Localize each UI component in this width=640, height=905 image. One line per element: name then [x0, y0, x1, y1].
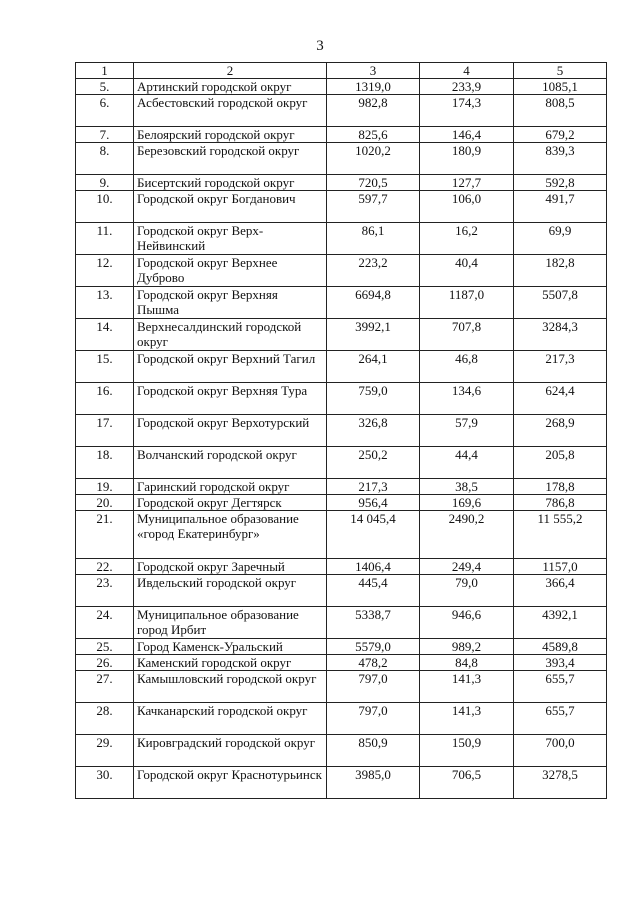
table-row — [76, 319, 607, 351]
table-row — [76, 735, 607, 767]
column-5-value-cell: 624,4 — [514, 383, 607, 415]
municipality-name-cell: Городской округ Краснотурьинск — [134, 767, 327, 799]
municipality-name-cell: Городской округ Верхнее Дуброво — [134, 255, 327, 287]
table-row — [76, 703, 607, 735]
column-5-value-cell: 217,3 — [514, 351, 607, 383]
row-number-cell: 9. — [76, 175, 134, 191]
table-row — [76, 79, 607, 95]
municipality-name-cell: Камышловский городской округ — [134, 671, 327, 703]
column-4-value-cell: 79,0 — [420, 575, 514, 607]
table-row — [76, 575, 607, 607]
column-3-value-cell: 5579,0 — [327, 639, 420, 655]
column-5-value-cell: 393,4 — [514, 655, 607, 671]
municipality-name-cell: Городской округ Верхотурский — [134, 415, 327, 447]
column-5-value-cell: 1157,0 — [514, 559, 607, 575]
row-number-cell: 28. — [76, 703, 134, 735]
municipality-name-cell: Городской округ Заречный — [134, 559, 327, 575]
municipality-name-cell: Асбестовский городской округ — [134, 95, 327, 127]
municipality-name-cell: Муниципальное образование «город Екатеринбург» — [134, 511, 327, 559]
row-number-cell: 18. — [76, 447, 134, 479]
table-row — [76, 495, 607, 511]
table-row — [76, 143, 607, 175]
table-row — [76, 223, 607, 255]
column-3-value-cell: 759,0 — [327, 383, 420, 415]
column-3-value-cell: 5338,7 — [327, 607, 420, 639]
column-3-value-cell: 86,1 — [327, 223, 420, 255]
column-3-value-cell: 982,8 — [327, 95, 420, 127]
table-row — [76, 559, 607, 575]
column-4-value-cell: 174,3 — [420, 95, 514, 127]
row-number-cell: 13. — [76, 287, 134, 319]
column-3-value-cell: 850,9 — [327, 735, 420, 767]
table-row — [76, 383, 607, 415]
municipality-name-cell: Ивдельский городской округ — [134, 575, 327, 607]
table-row — [76, 767, 607, 799]
column-3-value-cell: 825,6 — [327, 127, 420, 143]
column-4-value-cell: 150,9 — [420, 735, 514, 767]
column-5-value-cell: 69,9 — [514, 223, 607, 255]
column-5-value-cell: 655,7 — [514, 671, 607, 703]
municipality-name-cell: Бисертский городской округ — [134, 175, 327, 191]
column-4-value-cell: 180,9 — [420, 143, 514, 175]
page-number: 3 — [316, 38, 324, 54]
column-4-value-cell: 40,4 — [420, 255, 514, 287]
municipality-name-cell: Каменский городской округ — [134, 655, 327, 671]
municipality-name-cell: Березовский городской округ — [134, 143, 327, 175]
row-number-cell: 7. — [76, 127, 134, 143]
municipality-name-cell: Белоярский городской округ — [134, 127, 327, 143]
column-3-value-cell: 3992,1 — [327, 319, 420, 351]
column-5-value-cell: 4589,8 — [514, 639, 607, 655]
row-number-cell: 25. — [76, 639, 134, 655]
municipality-name-cell: Городской округ Верх-Нейвинский — [134, 223, 327, 255]
column-3-value-cell: 445,4 — [327, 575, 420, 607]
table-row — [76, 191, 607, 223]
column-3-value-cell: 1406,4 — [327, 559, 420, 575]
row-number-cell: 16. — [76, 383, 134, 415]
column-5-value-cell: 839,3 — [514, 143, 607, 175]
table-row — [76, 127, 607, 143]
row-number-cell: 11. — [76, 223, 134, 255]
column-5-value-cell: 182,8 — [514, 255, 607, 287]
column-5-value-cell: 178,8 — [514, 479, 607, 495]
column-4-value-cell: 57,9 — [420, 415, 514, 447]
table-row — [76, 415, 607, 447]
column-4-value-cell: 38,5 — [420, 479, 514, 495]
column-5-value-cell: 3284,3 — [514, 319, 607, 351]
row-number-cell: 20. — [76, 495, 134, 511]
table-row — [76, 351, 607, 383]
column-5-value-cell: 1085,1 — [514, 79, 607, 95]
municipality-name-cell: Городской округ Верхний Тагил — [134, 351, 327, 383]
municipality-name-cell: Артинский городской округ — [134, 79, 327, 95]
column-5-value-cell: 700,0 — [514, 735, 607, 767]
column-4-value-cell: 169,6 — [420, 495, 514, 511]
municipality-name-cell: Городской округ Дегтярск — [134, 495, 327, 511]
row-number-cell: 22. — [76, 559, 134, 575]
column-5-value-cell: 592,8 — [514, 175, 607, 191]
column-3-value-cell: 223,2 — [327, 255, 420, 287]
table-row — [76, 287, 607, 319]
column-5-value-cell: 808,5 — [514, 95, 607, 127]
column-3-value-cell: 797,0 — [327, 703, 420, 735]
column-3-value-cell: 250,2 — [327, 447, 420, 479]
table-row — [76, 175, 607, 191]
column-3-value-cell: 14 045,4 — [327, 511, 420, 559]
row-number-cell: 10. — [76, 191, 134, 223]
header-cell-4: 4 — [420, 63, 514, 79]
header-cell-3: 3 — [327, 63, 420, 79]
column-4-value-cell: 134,6 — [420, 383, 514, 415]
row-number-cell: 14. — [76, 319, 134, 351]
row-number-cell: 8. — [76, 143, 134, 175]
table-header-row — [76, 63, 607, 79]
column-3-value-cell: 797,0 — [327, 671, 420, 703]
municipality-name-cell: Городской округ Богданович — [134, 191, 327, 223]
column-4-value-cell: 233,9 — [420, 79, 514, 95]
column-5-value-cell: 3278,5 — [514, 767, 607, 799]
column-4-value-cell: 141,3 — [420, 671, 514, 703]
row-number-cell: 15. — [76, 351, 134, 383]
column-4-value-cell: 707,8 — [420, 319, 514, 351]
column-3-value-cell: 720,5 — [327, 175, 420, 191]
column-3-value-cell: 956,4 — [327, 495, 420, 511]
municipality-name-cell: Качканарский городской округ — [134, 703, 327, 735]
row-number-cell: 5. — [76, 79, 134, 95]
column-3-value-cell: 1319,0 — [327, 79, 420, 95]
column-4-value-cell: 2490,2 — [420, 511, 514, 559]
table-row — [76, 255, 607, 287]
header-cell-1: 1 — [76, 63, 134, 79]
column-4-value-cell: 44,4 — [420, 447, 514, 479]
municipality-name-cell: Верхнесалдинский городской округ — [134, 319, 327, 351]
municipality-name-cell: Кировградский городской округ — [134, 735, 327, 767]
municipality-name-cell: Муниципальное образование город Ирбит — [134, 607, 327, 639]
column-5-value-cell: 268,9 — [514, 415, 607, 447]
column-5-value-cell: 491,7 — [514, 191, 607, 223]
table-row — [76, 511, 607, 559]
municipality-name-cell: Волчанский городской округ — [134, 447, 327, 479]
column-5-value-cell: 786,8 — [514, 495, 607, 511]
table-row — [76, 479, 607, 495]
column-3-value-cell: 3985,0 — [327, 767, 420, 799]
row-number-cell: 26. — [76, 655, 134, 671]
column-3-value-cell: 478,2 — [327, 655, 420, 671]
column-4-value-cell: 46,8 — [420, 351, 514, 383]
column-5-value-cell: 205,8 — [514, 447, 607, 479]
column-4-value-cell: 1187,0 — [420, 287, 514, 319]
table-body — [76, 79, 607, 799]
column-3-value-cell: 1020,2 — [327, 143, 420, 175]
column-5-value-cell: 366,4 — [514, 575, 607, 607]
row-number-cell: 12. — [76, 255, 134, 287]
column-4-value-cell: 989,2 — [420, 639, 514, 655]
column-4-value-cell: 146,4 — [420, 127, 514, 143]
table-row — [76, 655, 607, 671]
table-row — [76, 671, 607, 703]
row-number-cell: 30. — [76, 767, 134, 799]
column-4-value-cell: 84,8 — [420, 655, 514, 671]
row-number-cell: 29. — [76, 735, 134, 767]
column-3-value-cell: 217,3 — [327, 479, 420, 495]
row-number-cell: 24. — [76, 607, 134, 639]
row-number-cell: 23. — [76, 575, 134, 607]
table-row — [76, 639, 607, 655]
header-cell-5: 5 — [514, 63, 607, 79]
column-4-value-cell: 127,7 — [420, 175, 514, 191]
row-number-cell: 21. — [76, 511, 134, 559]
column-3-value-cell: 6694,8 — [327, 287, 420, 319]
table-row — [76, 607, 607, 639]
column-5-value-cell: 679,2 — [514, 127, 607, 143]
column-5-value-cell: 5507,8 — [514, 287, 607, 319]
column-5-value-cell: 4392,1 — [514, 607, 607, 639]
column-4-value-cell: 706,5 — [420, 767, 514, 799]
table-row — [76, 447, 607, 479]
municipality-name-cell: Городской округ Верхняя Тура — [134, 383, 327, 415]
column-4-value-cell: 249,4 — [420, 559, 514, 575]
row-number-cell: 6. — [76, 95, 134, 127]
municipality-name-cell: Городской округ Верхняя Пышма — [134, 287, 327, 319]
column-5-value-cell: 11 555,2 — [514, 511, 607, 559]
column-4-value-cell: 141,3 — [420, 703, 514, 735]
column-4-value-cell: 106,0 — [420, 191, 514, 223]
row-number-cell: 27. — [76, 671, 134, 703]
column-3-value-cell: 326,8 — [327, 415, 420, 447]
column-5-value-cell: 655,7 — [514, 703, 607, 735]
row-number-cell: 19. — [76, 479, 134, 495]
row-number-cell: 17. — [76, 415, 134, 447]
column-4-value-cell: 16,2 — [420, 223, 514, 255]
column-3-value-cell: 597,7 — [327, 191, 420, 223]
column-3-value-cell: 264,1 — [327, 351, 420, 383]
table-row — [76, 95, 607, 127]
municipality-name-cell: Гаринский городской округ — [134, 479, 327, 495]
column-4-value-cell: 946,6 — [420, 607, 514, 639]
data-table — [75, 62, 607, 799]
municipality-name-cell: Город Каменск-Уральский — [134, 639, 327, 655]
header-cell-2: 2 — [134, 63, 327, 79]
